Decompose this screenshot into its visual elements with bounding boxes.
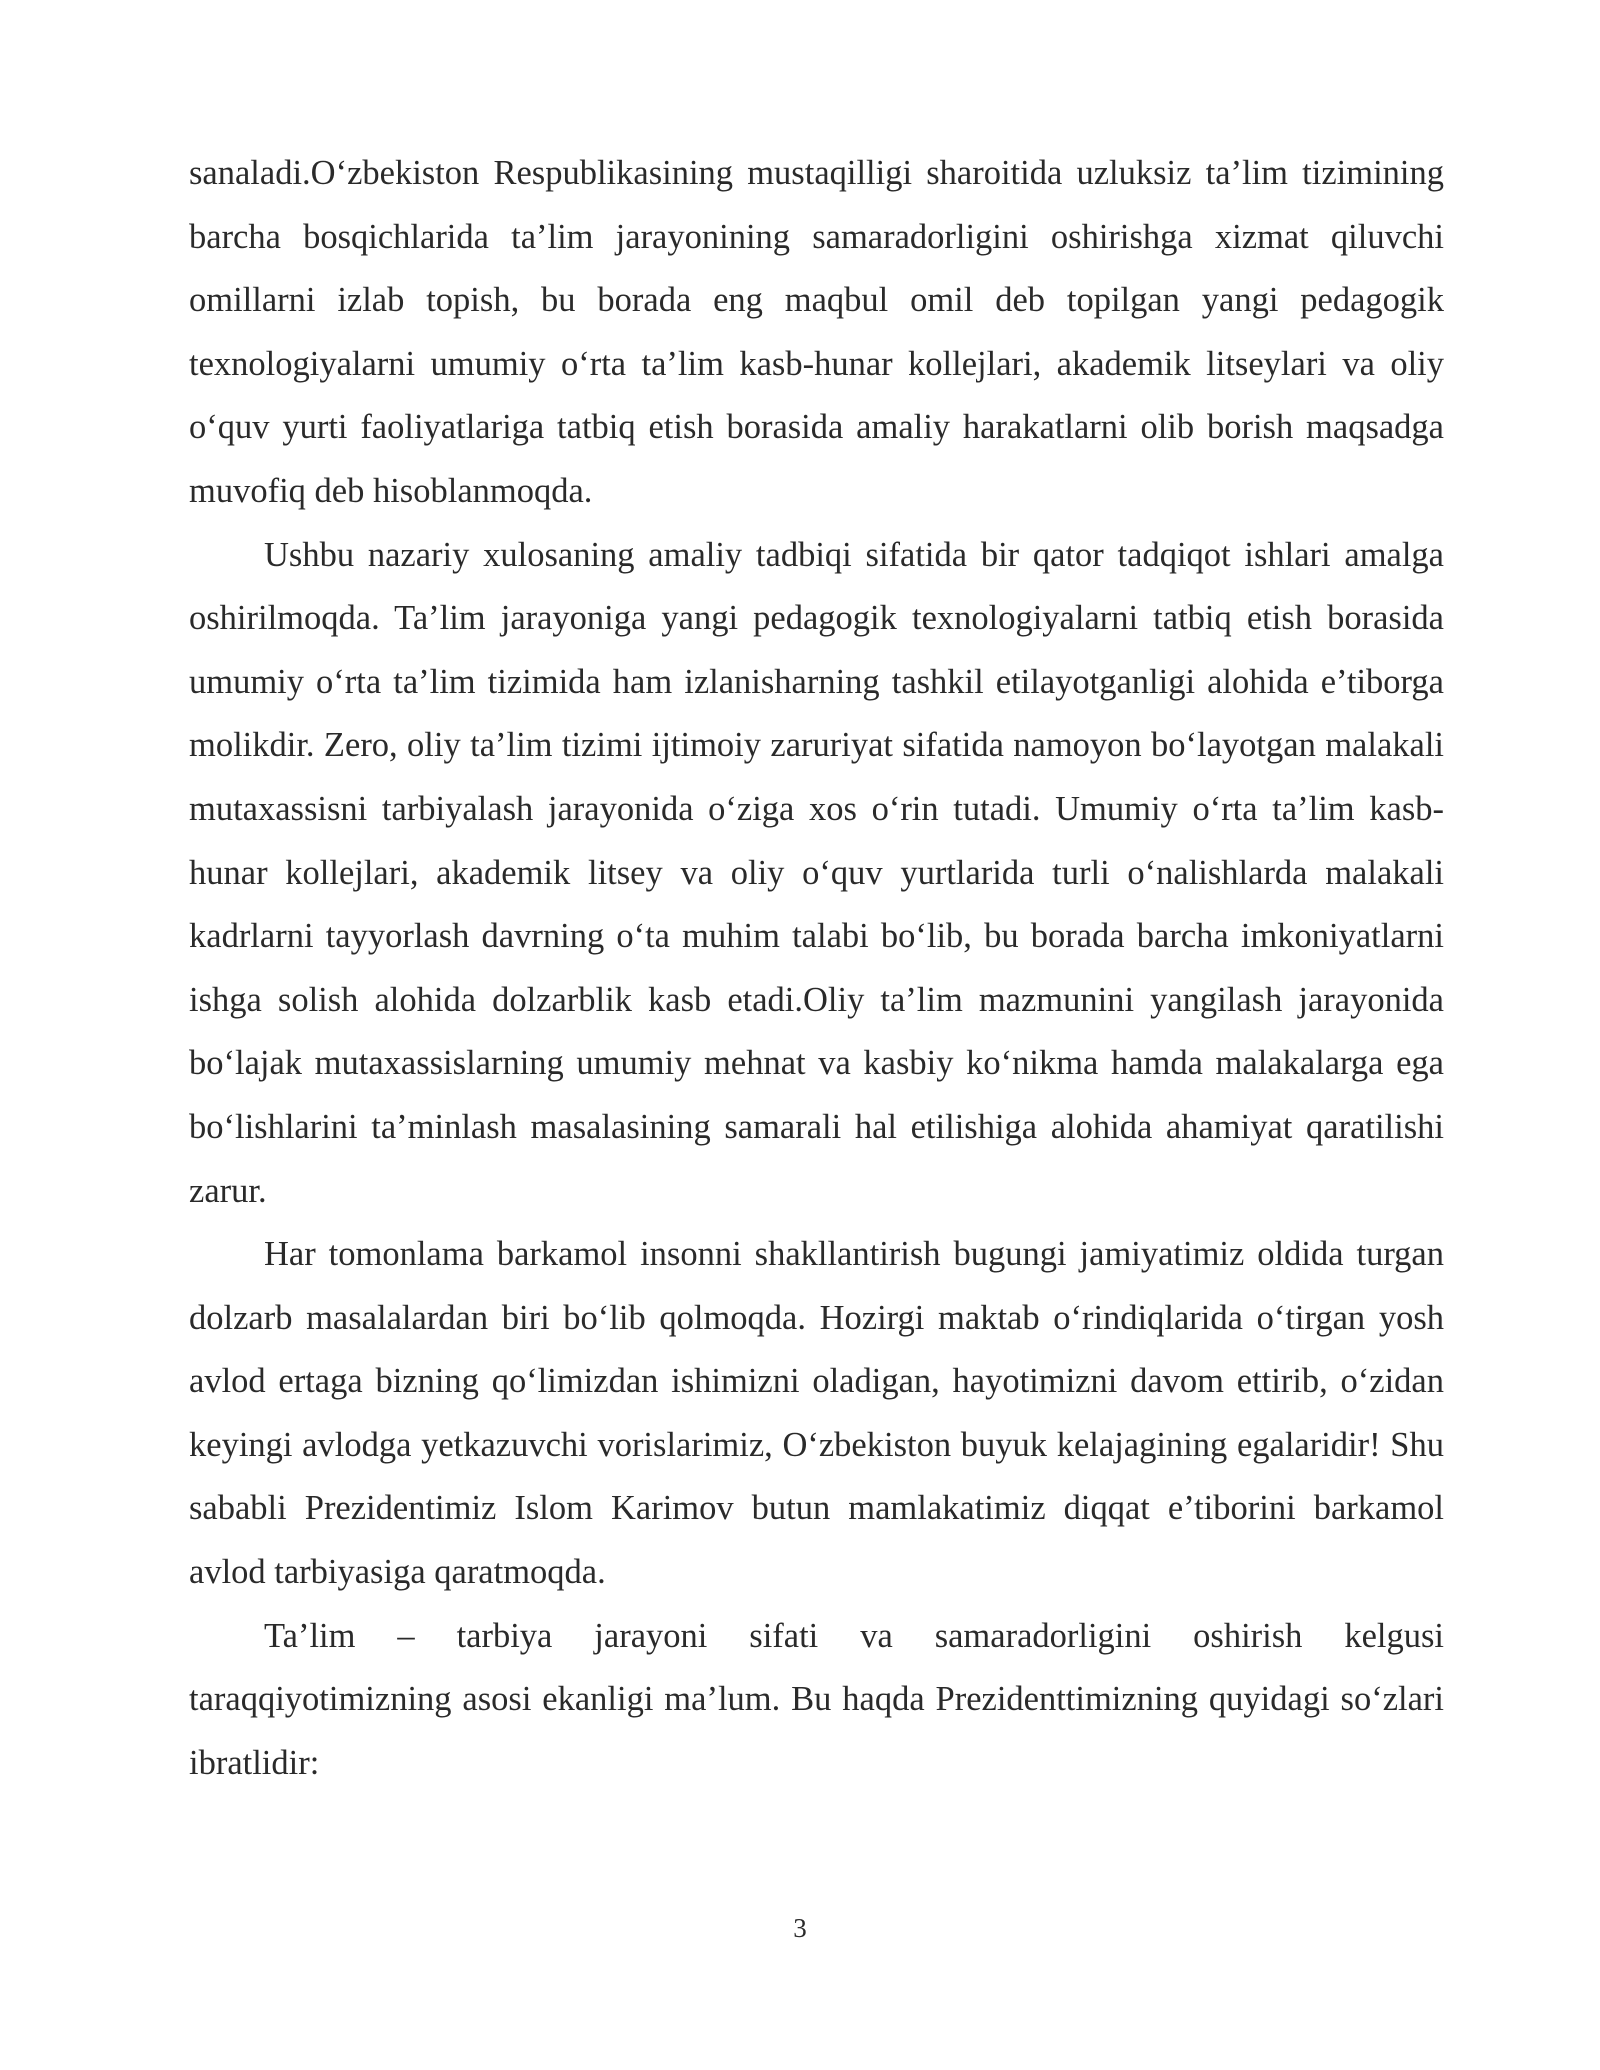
page-number: 3 bbox=[793, 1913, 807, 1943]
body-text bbox=[189, 142, 1444, 1795]
paragraph-continued: sanaladi.O‘zbekiston Respublikasining mustaqilligi sharoitida uzluksiz ta’lim tizimining barcha bosqichlarida ta’lim jarayonining samaradorligini oshirishga xizmat qiluvchi omillarni izlab topish, bu borada eng maqbul omil deb topilgan yangi pedagogik texnologiyalarni umumiy o‘rta ta’lim kasb-hunar kollejlari, akademik litseylari va oliy o‘quv yurti faoliyatlariga tatbiq etish borasida amaliy harakatlarni olib borish maqsadga muvofiq deb hisoblanmoqda. bbox=[189, 154, 1444, 510]
paragraph: Ushbu nazariy xulosaning amaliy tadbiqi sifatida bir qator tadqiqot ishlari amalga oshirilmoqda. Ta’lim jarayoniga yangi pedagogik texnologiyalarni tatbiq etish borasida umumiy o‘rta ta’lim tizimida ham izlanisharning tashkil etilayotganligi alohida e’tiborga molikdir. Zero, oliy ta’lim tizimi ijtimoiy zaruriyat sifatida namoyon bo‘layotgan malakali mutaxassisni tarbiyalash jarayonida o‘ziga xos o‘rin tutadi. Umumiy o‘rta ta’lim kasb-hunar kollejlari, akademik litsey va oliy o‘quv yurtlarida turli o‘nalishlarda malakali kadrlarni tayyorlash davrning o‘ta muhim talabi bo‘lib, bu borada barcha imkoniyatlarni ishga solish alohida dolzarblik kasb etadi.Oliy ta’lim mazmunini yangilash jarayonida bo‘lajak mutaxassislarning umumiy mehnat va kasbiy ko‘nikma hamda malakalarga ega bo‘lishlarini ta’minlash masalasining samarali hal etilishiga alohida ahamiyat qaratilishi zarur. bbox=[189, 535, 1444, 1210]
paragraph: Ta’lim – tarbiya jarayoni sifati va samaradorligini oshirish kelgusi taraqqiyotimizning asosi ekanligi ma’lum. Bu haqda Prezidenttimizning quyidagi so‘zlari ibratlidir: bbox=[189, 1616, 1444, 1782]
paragraph: Har tomonlama barkamol insonni shakllantirish bugungi jamiyatimiz oldida turgan dolzarb masalalardan biri bo‘lib qolmoqda. Hozirgi maktab o‘rindiqlarida o‘tirgan yosh avlod ertaga bizning qo‘limizdan ishimizni oladigan, hayotimizni davom ettirib, o‘zidan keyingi avlodga yetkazuvchi vorislarimiz, O‘zbekiston buyuk kelajagining egalaridir! Shu sababli Prezidentimiz Islom Karimov butun mamlakatimiz diqqat e’tiborini barkamol avlod tarbiyasiga qaratmoqda. bbox=[189, 1235, 1444, 1592]
